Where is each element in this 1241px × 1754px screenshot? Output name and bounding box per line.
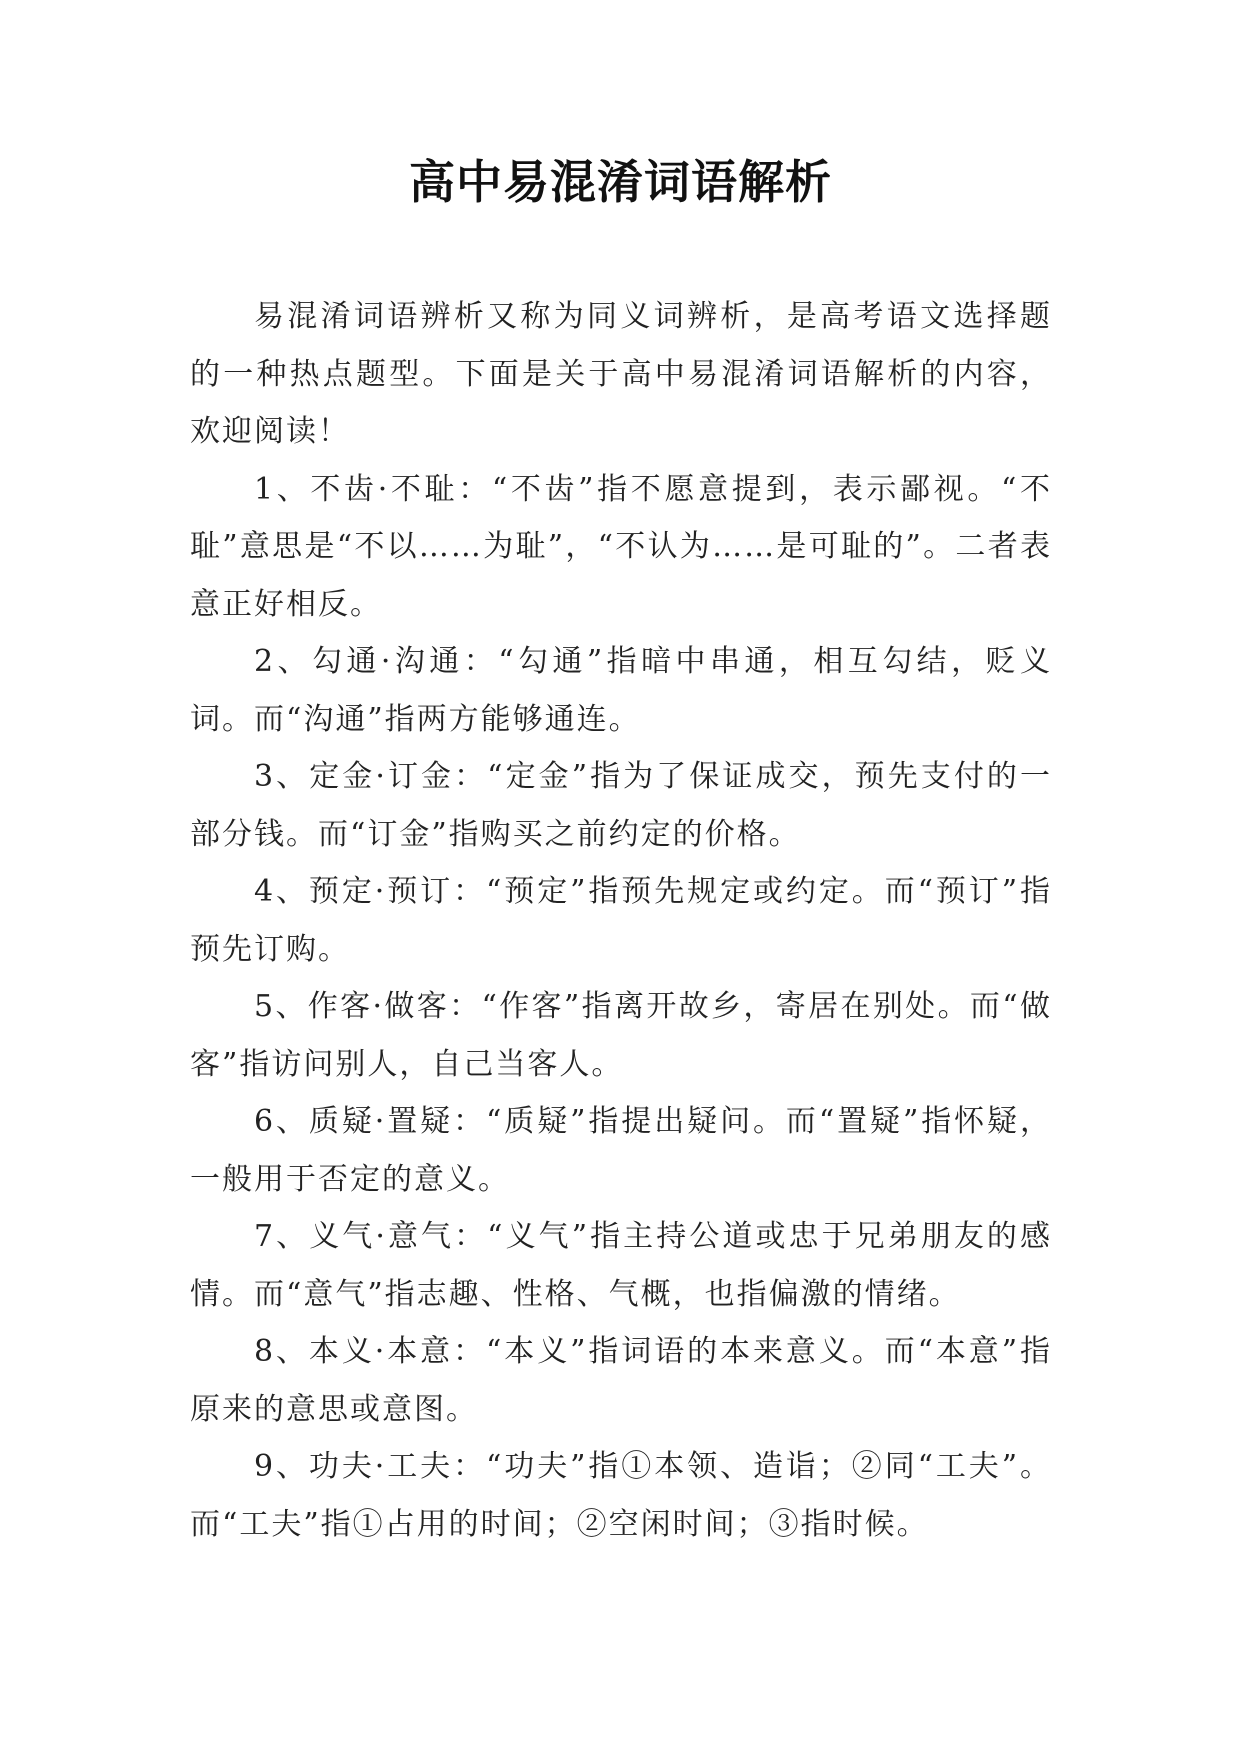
entry-paragraph-4: 4、预定·预订：“预定”指预先规定或约定。而“预订”指预先订购。 — [190, 874, 1052, 967]
intro-paragraph: 易混淆词语辨析又称为同义词辨析，是高考语文选择题的一种热点题型。下面是关于高中易混淆词语解析的内容，欢迎阅读！ — [190, 299, 1052, 449]
entry-paragraph-9: 9、功夫·工夫：“功夫”指①本领、造诣；②同“工夫”。而“工夫”指①占用的时间；②空闲时间；③指时候。 — [190, 1449, 1052, 1542]
entry-paragraph-8: 8、本义·本意：“本义”指词语的本来意义。而“本意”指原来的意思或意图。 — [190, 1334, 1052, 1427]
entry-paragraph-1: 1、不齿·不耻：“不齿”指不愿意提到，表示鄙视。“不耻”意思是“不以……为耻”，“不认为……是可耻的”。二者表意正好相反。 — [190, 471, 1052, 622]
entry-paragraph-6: 6、质疑·置疑：“质疑”指提出疑问。而“置疑”指怀疑，一般用于否定的意义。 — [190, 1104, 1052, 1197]
document-title: 高中易混淆词语解析 — [409, 155, 832, 209]
entry-paragraph-3: 3、定金·订金：“定金”指为了保证成交，预先支付的一部分钱。而“订金”指购买之前约定的价格。 — [190, 759, 1052, 852]
entry-paragraph-2: 2、勾通·沟通：“勾通”指暗中串通，相互勾结，贬义词。而“沟通”指两方能够通连。 — [190, 644, 1052, 737]
entry-paragraph-7: 7、义气·意气：“义气”指主持公道或忠于兄弟朋友的感情。而“意气”指志趣、性格、气概，也指偏激的情绪。 — [190, 1219, 1052, 1312]
document-body — [190, 288, 1052, 1553]
entry-paragraph-5: 5、作客·做客：“作客”指离开故乡，寄居在别处。而“做客”指访问别人，自己当客人。 — [190, 989, 1052, 1082]
